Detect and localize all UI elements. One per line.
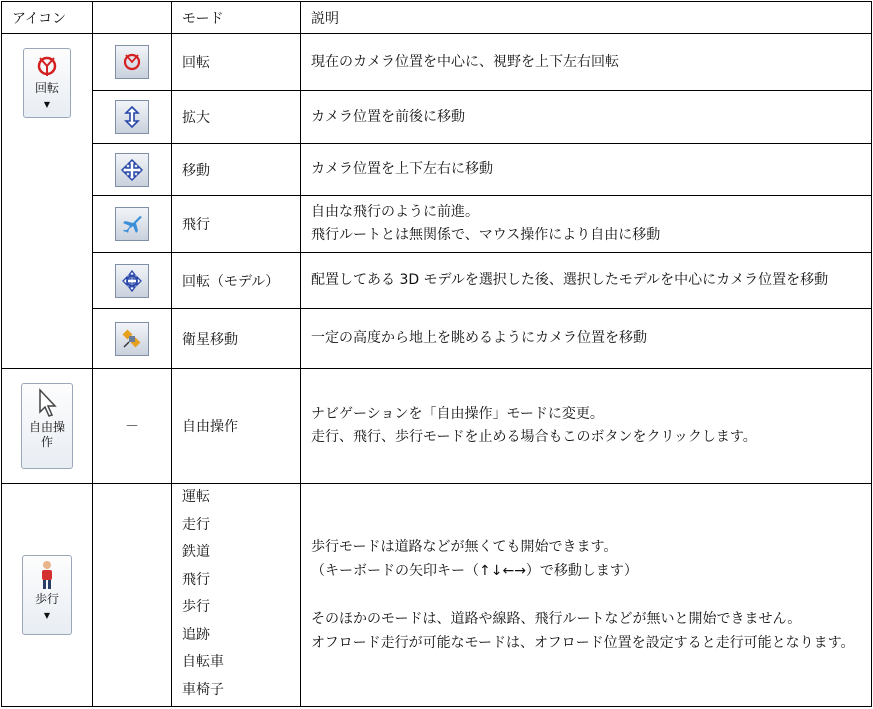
icon-cell bbox=[93, 253, 172, 309]
table-row bbox=[2, 196, 872, 253]
mode-label: 飛行 bbox=[172, 196, 301, 253]
list-item: 運転 bbox=[182, 489, 210, 505]
blank-cell bbox=[93, 484, 172, 707]
table-row bbox=[2, 34, 872, 91]
free-operation-label-1: 自由操 bbox=[28, 420, 65, 434]
navigation-mode-table bbox=[1, 1, 872, 707]
zoom-mode-button[interactable] bbox=[115, 100, 149, 134]
rotate-icon bbox=[34, 53, 60, 79]
mode-label: 自由操作 bbox=[172, 369, 301, 484]
mode-description: 自由な飛行のように前進。 飛行ルートとは無関係で、マウス操作により自由に移動 bbox=[301, 196, 872, 253]
satellite-icon bbox=[120, 327, 144, 351]
pan-mode-button[interactable] bbox=[115, 153, 149, 187]
pointer-icon bbox=[37, 388, 57, 418]
mode-description: ナビゲーションを「自由操作」モードに変更。 走行、飛行、歩行モードを止める場合もこのボタンをクリックします。 bbox=[301, 369, 872, 484]
icon-cell bbox=[93, 196, 172, 253]
free-operation-icon-cell bbox=[2, 369, 93, 484]
table-row bbox=[2, 144, 872, 196]
walker-icon bbox=[38, 560, 56, 590]
satellite-mode-button[interactable] bbox=[115, 322, 149, 356]
mode-description: カメラ位置を前後に移動 bbox=[301, 91, 872, 144]
icon-cell bbox=[93, 144, 172, 196]
mode-label: 回転（モデル） bbox=[172, 253, 301, 309]
zoom-icon bbox=[121, 105, 143, 129]
table-row bbox=[2, 253, 872, 309]
list-item: 走行 bbox=[182, 516, 210, 533]
icon-cell bbox=[93, 91, 172, 144]
list-item: 車椅子 bbox=[182, 681, 224, 698]
icon-cell bbox=[93, 34, 172, 91]
header-description: 説明 bbox=[301, 2, 872, 34]
pan-icon bbox=[120, 158, 144, 182]
chevron-down-icon: ▼ bbox=[43, 100, 51, 109]
fly-mode-button[interactable] bbox=[115, 207, 149, 241]
header-row bbox=[2, 2, 872, 34]
table-row bbox=[2, 91, 872, 144]
mode-label: 拡大 bbox=[172, 91, 301, 144]
mode-description: 配置してある 3D モデルを選択した後、選択したモデルを中心にカメラ位置を移動 bbox=[301, 253, 872, 309]
dash-cell: － bbox=[93, 369, 172, 484]
list-item: 鉄道 bbox=[182, 544, 210, 560]
free-operation-button[interactable] bbox=[21, 383, 73, 469]
header-icon: アイコン bbox=[2, 2, 93, 34]
rotate-icon bbox=[121, 51, 143, 73]
walk-icon-cell bbox=[2, 484, 93, 707]
free-operation-label-2: 作 bbox=[40, 435, 53, 449]
mode-description: 一定の高度から地上を眺めるようにカメラ位置を移動 bbox=[301, 309, 872, 369]
mode-label: 回転 bbox=[172, 34, 301, 91]
walk-dropdown-button[interactable] bbox=[22, 555, 72, 635]
header-blank bbox=[93, 2, 172, 34]
rotate-model-mode-button[interactable] bbox=[115, 264, 149, 298]
rotate-dropdown-button[interactable] bbox=[23, 48, 71, 118]
rotate-button-label: 回転 bbox=[34, 81, 59, 95]
list-item: 自転車 bbox=[182, 654, 224, 670]
rotate-group-cell bbox=[2, 34, 93, 369]
rotate-model-icon bbox=[120, 269, 144, 293]
chevron-down-icon: ▼ bbox=[43, 611, 51, 620]
fly-icon bbox=[120, 212, 144, 236]
mode-label: 衛星移動 bbox=[172, 309, 301, 369]
mode-description: 歩行モードは道路などが無くても開始できます。 （キーボードの矢印キー（↑↓←→）で移動します） そのほかのモードは、道路や線路、飛行ルートなどが無いと開始できません。 オフロード走行が可能なモードは、オフロード位置を設定すると走行可能となります。 bbox=[301, 484, 872, 707]
table-row bbox=[2, 309, 872, 369]
icon-cell bbox=[93, 309, 172, 369]
header-mode: モード bbox=[172, 2, 301, 34]
table-row bbox=[2, 369, 872, 484]
mode-description: カメラ位置を上下左右に移動 bbox=[301, 144, 872, 196]
table-row bbox=[2, 484, 872, 707]
list-item: 追跡 bbox=[182, 626, 210, 643]
walk-button-label: 歩行 bbox=[34, 592, 59, 606]
mode-label: 移動 bbox=[172, 144, 301, 196]
rotate-mode-button[interactable] bbox=[115, 45, 149, 79]
list-item: 歩行 bbox=[182, 599, 210, 615]
list-item: 飛行 bbox=[182, 571, 210, 588]
mode-description: 現在のカメラ位置を中心に、視野を上下左右回転 bbox=[301, 34, 872, 91]
walk-modes-list bbox=[172, 484, 301, 707]
